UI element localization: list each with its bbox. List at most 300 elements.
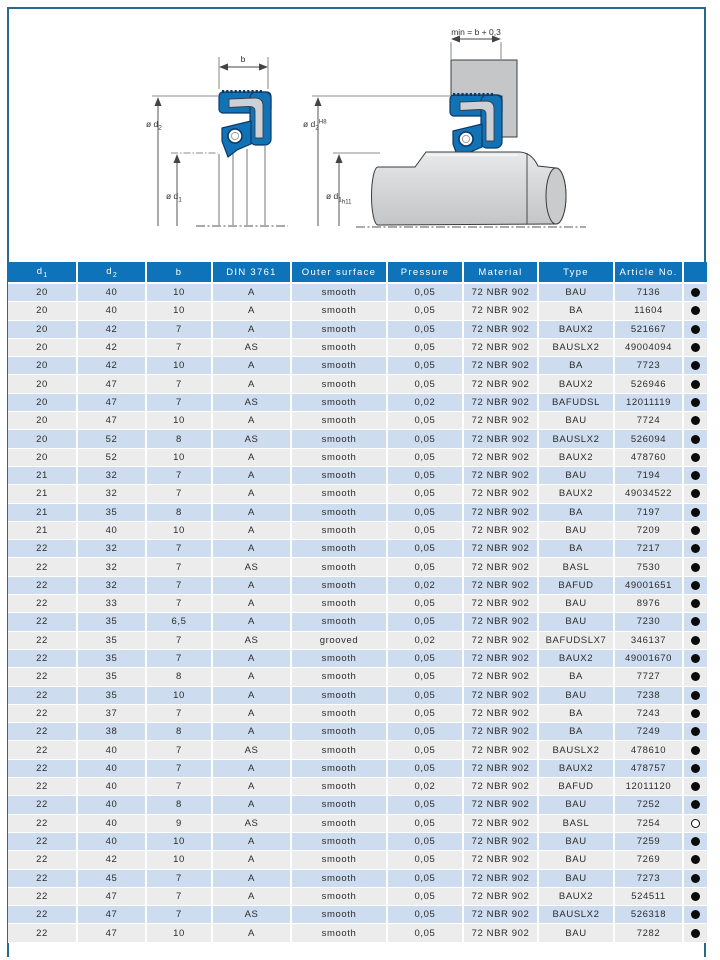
cell: 32 — [77, 485, 146, 503]
availability-dot-filled-icon — [691, 288, 700, 297]
cell: A — [212, 375, 291, 393]
cell: BAU — [538, 466, 614, 484]
cell: 10 — [146, 357, 212, 375]
cell: A — [212, 283, 291, 302]
cell: A — [212, 302, 291, 320]
cell: 22 — [8, 851, 77, 869]
table-row — [8, 503, 707, 521]
cell: smooth — [291, 283, 387, 302]
availability-dot-filled-icon — [691, 855, 700, 864]
availability-dot-filled-icon — [691, 929, 700, 938]
availability-cell — [683, 521, 707, 539]
cell: BAUX2 — [538, 448, 614, 466]
cell: 72 NBR 902 — [463, 375, 538, 393]
availability-dot-filled-icon — [691, 343, 700, 352]
cell: A — [212, 686, 291, 704]
availability-dot-filled-icon — [691, 709, 700, 718]
cell: 22 — [8, 649, 77, 667]
cell: 40 — [77, 741, 146, 759]
availability-dot-filled-icon — [691, 746, 700, 755]
availability-dot-filled-icon — [691, 654, 700, 663]
cell: 7259 — [614, 832, 683, 850]
cell: 22 — [8, 723, 77, 741]
cell: 7 — [146, 704, 212, 722]
cell: 32 — [77, 576, 146, 594]
availability-cell — [683, 393, 707, 411]
spec-table-body — [8, 283, 707, 942]
cell: 72 NBR 902 — [463, 686, 538, 704]
availability-dot-filled-icon — [691, 599, 700, 608]
cell: 22 — [8, 924, 77, 942]
cell: 49034522 — [614, 485, 683, 503]
cell: smooth — [291, 338, 387, 356]
availability-cell — [683, 558, 707, 576]
cell: AS — [212, 814, 291, 832]
cell: smooth — [291, 430, 387, 448]
cell: 21 — [8, 503, 77, 521]
seal-spec-table — [8, 262, 707, 943]
column-header-b: b — [146, 262, 212, 283]
cell: 10 — [146, 832, 212, 850]
availability-cell — [683, 668, 707, 686]
cell: 478760 — [614, 448, 683, 466]
cell: smooth — [291, 906, 387, 924]
availability-dot-filled-icon — [691, 636, 700, 645]
cell: 72 NBR 902 — [463, 832, 538, 850]
header-row — [8, 262, 707, 283]
cell: BAU — [538, 796, 614, 814]
cell: 22 — [8, 741, 77, 759]
table-row — [8, 814, 707, 832]
cell: 20 — [8, 283, 77, 302]
cell: BAUX2 — [538, 887, 614, 905]
cell: 7209 — [614, 521, 683, 539]
availability-cell — [683, 320, 707, 338]
cell: A — [212, 704, 291, 722]
cell: BAU — [538, 851, 614, 869]
cell: 10 — [146, 924, 212, 942]
cell: smooth — [291, 448, 387, 466]
cell: 20 — [8, 430, 77, 448]
table-row — [8, 283, 707, 302]
cell: smooth — [291, 412, 387, 430]
cell: 0,05 — [387, 558, 463, 576]
cell: 0,05 — [387, 412, 463, 430]
cell: 72 NBR 902 — [463, 466, 538, 484]
cell: grooved — [291, 631, 387, 649]
cell: A — [212, 540, 291, 558]
table-row — [8, 723, 707, 741]
cell: 22 — [8, 558, 77, 576]
cell: BAU — [538, 595, 614, 613]
cell: 40 — [77, 521, 146, 539]
table-row — [8, 759, 707, 777]
availability-dot-filled-icon — [691, 764, 700, 773]
availability-cell — [683, 759, 707, 777]
availability-cell — [683, 375, 707, 393]
availability-dot-filled-icon — [691, 453, 700, 462]
cell: 10 — [146, 448, 212, 466]
cell: 7 — [146, 375, 212, 393]
cell: BAFUDSL — [538, 393, 614, 411]
cell: 0,02 — [387, 393, 463, 411]
cell: 7727 — [614, 668, 683, 686]
cell: 47 — [77, 906, 146, 924]
cell: 72 NBR 902 — [463, 320, 538, 338]
dim-d2-label: ø $d_2$ — [146, 119, 162, 132]
cell: 7723 — [614, 357, 683, 375]
cell: 72 NBR 902 — [463, 668, 538, 686]
cell: 0,05 — [387, 723, 463, 741]
table-row — [8, 485, 707, 503]
table-row — [8, 595, 707, 613]
cell: 7194 — [614, 466, 683, 484]
cell: 22 — [8, 613, 77, 631]
cell: A — [212, 668, 291, 686]
dim-b-label: b — [240, 54, 246, 64]
cell: smooth — [291, 595, 387, 613]
table-row — [8, 540, 707, 558]
cell: 0,05 — [387, 503, 463, 521]
cell: smooth — [291, 686, 387, 704]
cell: 21 — [8, 521, 77, 539]
cell: BAFUD — [538, 576, 614, 594]
cell: BAU — [538, 924, 614, 942]
cell: AS — [212, 631, 291, 649]
cell: 8 — [146, 723, 212, 741]
cell: 7 — [146, 320, 212, 338]
cell: 40 — [77, 778, 146, 796]
cell: 72 NBR 902 — [463, 412, 538, 430]
cell: 346137 — [614, 631, 683, 649]
cell: A — [212, 448, 291, 466]
spec-table-head — [8, 262, 707, 283]
cell: smooth — [291, 649, 387, 667]
availability-cell — [683, 887, 707, 905]
cell: 10 — [146, 851, 212, 869]
cell: 7 — [146, 393, 212, 411]
cell: 478757 — [614, 759, 683, 777]
table-row — [8, 375, 707, 393]
cell: 7530 — [614, 558, 683, 576]
cell: 22 — [8, 796, 77, 814]
cell: 72 NBR 902 — [463, 631, 538, 649]
cell: 49001670 — [614, 649, 683, 667]
cell: 35 — [77, 613, 146, 631]
cell: A — [212, 521, 291, 539]
cell: 37 — [77, 704, 146, 722]
availability-dot-filled-icon — [691, 672, 700, 681]
cell: AS — [212, 430, 291, 448]
cell: 49001651 — [614, 576, 683, 594]
cell: smooth — [291, 924, 387, 942]
cell: 0,05 — [387, 521, 463, 539]
cell: 8 — [146, 430, 212, 448]
cell: 72 NBR 902 — [463, 814, 538, 832]
availability-cell — [683, 741, 707, 759]
cell: 40 — [77, 283, 146, 302]
column-header-type: Type — [538, 262, 614, 283]
cell: 20 — [8, 338, 77, 356]
cell: smooth — [291, 320, 387, 338]
cell: BAUX2 — [538, 320, 614, 338]
table-row — [8, 741, 707, 759]
cell: A — [212, 851, 291, 869]
cell: 72 NBR 902 — [463, 869, 538, 887]
table-row — [8, 869, 707, 887]
cell: 10 — [146, 283, 212, 302]
cell: BAU — [538, 412, 614, 430]
table-row — [8, 631, 707, 649]
table-row — [8, 302, 707, 320]
cell: 521667 — [614, 320, 683, 338]
cell: 0,05 — [387, 759, 463, 777]
cell: 0,05 — [387, 814, 463, 832]
availability-cell — [683, 540, 707, 558]
cell: 0,05 — [387, 869, 463, 887]
cell: 7136 — [614, 283, 683, 302]
cell: 12011119 — [614, 393, 683, 411]
cell: 20 — [8, 357, 77, 375]
table-row — [8, 558, 707, 576]
cell: AS — [212, 558, 291, 576]
cell: 72 NBR 902 — [463, 338, 538, 356]
cell: 8 — [146, 503, 212, 521]
cell: 0,05 — [387, 832, 463, 850]
cell: 0,05 — [387, 851, 463, 869]
cell: 7 — [146, 595, 212, 613]
availability-cell — [683, 851, 707, 869]
dim-min-label: min = b + 0,3 — [451, 27, 501, 37]
cell: 40 — [77, 814, 146, 832]
cell: A — [212, 503, 291, 521]
cell: AS — [212, 741, 291, 759]
availability-cell — [683, 430, 707, 448]
cell: smooth — [291, 741, 387, 759]
cell: 72 NBR 902 — [463, 485, 538, 503]
cell: BAUSLX2 — [538, 741, 614, 759]
cell: 0,05 — [387, 302, 463, 320]
cell: 72 NBR 902 — [463, 851, 538, 869]
cell: 478610 — [614, 741, 683, 759]
availability-dot-filled-icon — [691, 471, 700, 480]
shaft — [372, 152, 567, 225]
cell: 7 — [146, 466, 212, 484]
cell: 22 — [8, 631, 77, 649]
cell: BASL — [538, 558, 614, 576]
cell: smooth — [291, 375, 387, 393]
availability-dot-filled-icon — [691, 691, 700, 700]
table-row — [8, 887, 707, 905]
table-row — [8, 906, 707, 924]
cell: 72 NBR 902 — [463, 521, 538, 539]
cell: 40 — [77, 302, 146, 320]
cell: 0,05 — [387, 613, 463, 631]
cell: 22 — [8, 704, 77, 722]
table-row — [8, 851, 707, 869]
availability-dot-filled-icon — [691, 361, 700, 370]
cell: 72 NBR 902 — [463, 887, 538, 905]
availability-dot-filled-icon — [691, 837, 700, 846]
availability-dot-filled-icon — [691, 416, 700, 425]
cell: BAUX2 — [538, 485, 614, 503]
cell: 526318 — [614, 906, 683, 924]
cell: 0,05 — [387, 906, 463, 924]
cell: 8 — [146, 796, 212, 814]
cell: 72 NBR 902 — [463, 540, 538, 558]
availability-cell — [683, 283, 707, 302]
cell: 0,05 — [387, 320, 463, 338]
cell: 7 — [146, 869, 212, 887]
cell: A — [212, 412, 291, 430]
cell: 20 — [8, 375, 77, 393]
cell: smooth — [291, 796, 387, 814]
cell: BAUSLX2 — [538, 338, 614, 356]
cell: 0,05 — [387, 430, 463, 448]
cell: 0,05 — [387, 375, 463, 393]
cell: A — [212, 778, 291, 796]
column-header-article-no-: Article No. — [614, 262, 683, 283]
dim-d2-h8-label: ø $d_2^{H8}$ — [303, 119, 327, 132]
availability-dot-filled-icon — [691, 563, 700, 572]
cell: 72 NBR 902 — [463, 613, 538, 631]
cell: 20 — [8, 320, 77, 338]
cell: BA — [538, 302, 614, 320]
cell: A — [212, 466, 291, 484]
cell: 52 — [77, 448, 146, 466]
availability-dot-filled-icon — [691, 306, 700, 315]
cell: BASL — [538, 814, 614, 832]
cell: 40 — [77, 796, 146, 814]
cell: AS — [212, 393, 291, 411]
cell: 7254 — [614, 814, 683, 832]
cell: A — [212, 649, 291, 667]
cell: 7 — [146, 741, 212, 759]
cell: 72 NBR 902 — [463, 576, 538, 594]
cell: smooth — [291, 723, 387, 741]
cell: 72 NBR 902 — [463, 283, 538, 302]
cell: 42 — [77, 851, 146, 869]
cell: 7269 — [614, 851, 683, 869]
cell: 0,05 — [387, 338, 463, 356]
cell: 22 — [8, 906, 77, 924]
cell: 11604 — [614, 302, 683, 320]
cell: 0,05 — [387, 357, 463, 375]
cell: 72 NBR 902 — [463, 430, 538, 448]
cell: 7230 — [614, 613, 683, 631]
cell: smooth — [291, 668, 387, 686]
cell: AS — [212, 906, 291, 924]
availability-dot-filled-icon — [691, 489, 700, 498]
table-row — [8, 430, 707, 448]
cell: 0,05 — [387, 595, 463, 613]
cell: A — [212, 796, 291, 814]
cell: 45 — [77, 869, 146, 887]
cell: 35 — [77, 503, 146, 521]
cell: 7 — [146, 906, 212, 924]
table-row — [8, 466, 707, 484]
cell: 7 — [146, 649, 212, 667]
cell: smooth — [291, 503, 387, 521]
cell: 22 — [8, 595, 77, 613]
availability-cell — [683, 649, 707, 667]
cell: 7 — [146, 759, 212, 777]
cell: A — [212, 924, 291, 942]
availability-cell — [683, 485, 707, 503]
cell: 72 NBR 902 — [463, 778, 538, 796]
availability-cell — [683, 631, 707, 649]
cell: 7 — [146, 485, 212, 503]
cell: 7 — [146, 540, 212, 558]
cell: 0,05 — [387, 649, 463, 667]
availability-dot-filled-icon — [691, 581, 700, 590]
cell: 526094 — [614, 430, 683, 448]
cell: 33 — [77, 595, 146, 613]
cell: 10 — [146, 521, 212, 539]
cell: 22 — [8, 668, 77, 686]
cell: 7282 — [614, 924, 683, 942]
table-row — [8, 320, 707, 338]
cell: smooth — [291, 869, 387, 887]
cell: 0,02 — [387, 576, 463, 594]
cell: 7252 — [614, 796, 683, 814]
cell: 22 — [8, 759, 77, 777]
cell: 32 — [77, 540, 146, 558]
cell: A — [212, 357, 291, 375]
cell: 0,05 — [387, 448, 463, 466]
cell: smooth — [291, 832, 387, 850]
cell: BAU — [538, 832, 614, 850]
cell: 0,05 — [387, 704, 463, 722]
cell: 72 NBR 902 — [463, 741, 538, 759]
column-header-d1: $d_1$ — [8, 262, 77, 283]
cell: 22 — [8, 887, 77, 905]
availability-cell — [683, 357, 707, 375]
availability-dot-filled-icon — [691, 910, 700, 919]
cell: 22 — [8, 576, 77, 594]
column-header-din-3761: DIN 3761 — [212, 262, 291, 283]
seal-drawings-svg — [0, 0, 720, 260]
table-row — [8, 778, 707, 796]
column-header-availability — [683, 262, 707, 283]
cell: 72 NBR 902 — [463, 906, 538, 924]
cell: 22 — [8, 778, 77, 796]
cell: 47 — [77, 375, 146, 393]
cell: smooth — [291, 814, 387, 832]
cell: 6,5 — [146, 613, 212, 631]
cell: smooth — [291, 357, 387, 375]
cell: BA — [538, 668, 614, 686]
cell: 72 NBR 902 — [463, 759, 538, 777]
cell: 40 — [77, 832, 146, 850]
cell: smooth — [291, 613, 387, 631]
cell: smooth — [291, 576, 387, 594]
availability-cell — [683, 302, 707, 320]
table-row — [8, 686, 707, 704]
cell: 7 — [146, 576, 212, 594]
cell: smooth — [291, 466, 387, 484]
cell: BA — [538, 357, 614, 375]
cell: 72 NBR 902 — [463, 796, 538, 814]
cell: 9 — [146, 814, 212, 832]
availability-cell — [683, 832, 707, 850]
cell: 0,05 — [387, 686, 463, 704]
cell: A — [212, 869, 291, 887]
cell: 20 — [8, 412, 77, 430]
availability-dot-filled-icon — [691, 435, 700, 444]
cell: 47 — [77, 393, 146, 411]
cell: 20 — [8, 448, 77, 466]
